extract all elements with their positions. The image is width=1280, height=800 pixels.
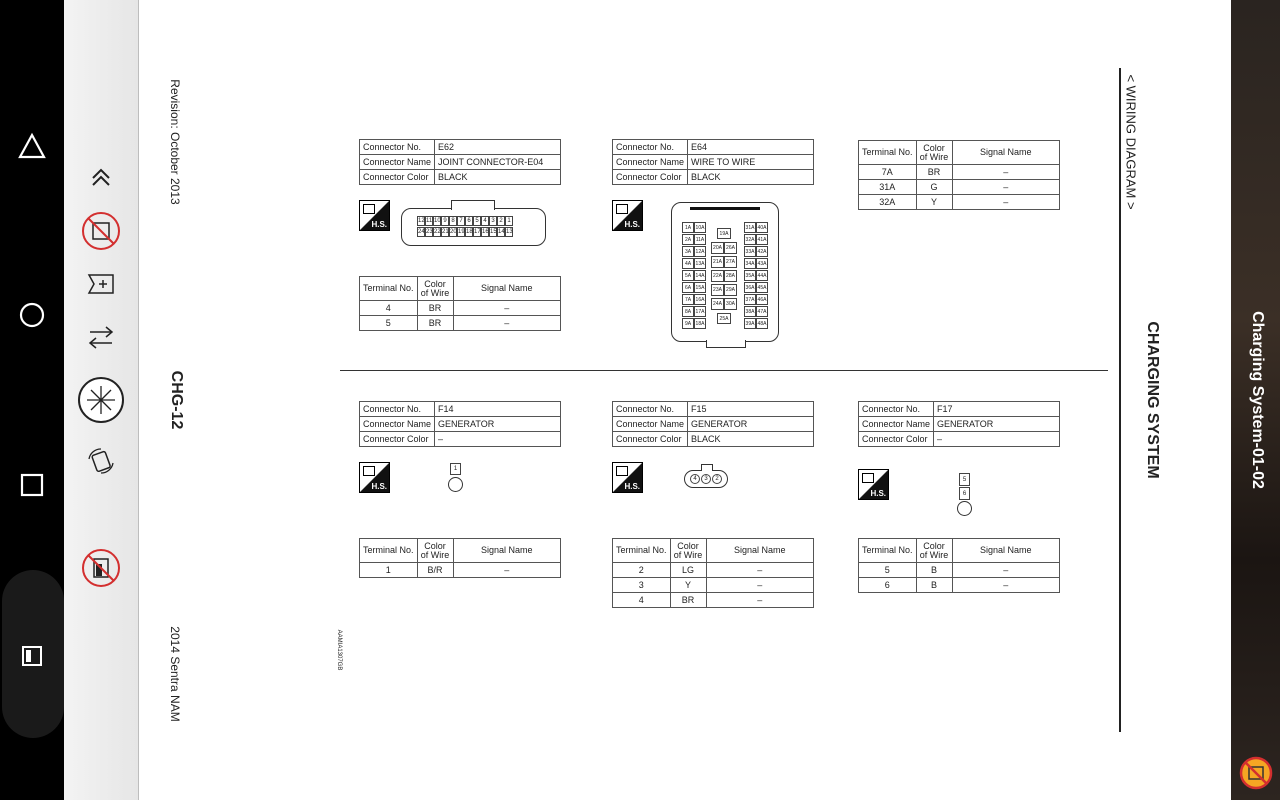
e64-pin: 6A — [682, 282, 694, 293]
signal-name-header: Signal Name — [706, 539, 813, 563]
terminal-header-row — [360, 277, 561, 301]
terminal-cell: BR — [417, 316, 453, 331]
signal-name-header: Signal Name — [453, 277, 560, 301]
terminal-row — [613, 563, 814, 578]
info-row — [613, 155, 814, 170]
recent-apps-square-icon[interactable] — [16, 469, 48, 501]
info-row — [360, 432, 561, 447]
e64-pin: 44A — [756, 270, 768, 281]
e64-pin: 48A — [756, 318, 768, 329]
e64-pin: 35A — [744, 270, 756, 281]
connector-face-icon — [363, 204, 375, 214]
terminal-cell: – — [453, 563, 560, 578]
e62-pin: 20 — [450, 229, 457, 235]
signal-name-header: Signal Name — [952, 539, 1059, 563]
e64-pin: 19A — [717, 228, 731, 239]
terminal-cell: BR — [670, 593, 706, 608]
info-value: E64 — [688, 140, 814, 155]
info-label: Connector No. — [859, 402, 934, 417]
e62-pin: 6 — [465, 216, 473, 226]
e62-pin: 9 — [441, 216, 449, 226]
tool-sidebar — [64, 0, 139, 800]
terminal-cell: G — [916, 180, 952, 195]
terminal-row — [360, 563, 561, 578]
hs-label: H.S. — [624, 482, 640, 491]
model-text: 2014 Sentra NAM — [168, 626, 182, 722]
info-value: E62 — [435, 140, 561, 155]
info-row — [360, 402, 561, 417]
terminal-cell: B/R — [417, 563, 453, 578]
e64-pin: 30A — [724, 298, 737, 310]
e62-pin: 19 — [458, 229, 465, 235]
terminal-header-row — [613, 539, 814, 563]
terminal-cell: 5 — [360, 316, 418, 331]
e62-pin: 17 — [474, 229, 481, 235]
info-row — [613, 432, 814, 447]
info-value: F15 — [688, 402, 814, 417]
info-label: Connector Name — [859, 417, 934, 432]
section-header: < WIRING DIAGRAM > — [1123, 74, 1139, 210]
e64-pin: 34A — [744, 258, 756, 269]
terminal-cell: 7A — [859, 165, 917, 180]
terminal-cell: – — [453, 301, 560, 316]
connector-info-table — [359, 401, 561, 447]
terminal-cell: – — [952, 165, 1059, 180]
terminal-cell: Y — [916, 195, 952, 210]
info-value: BLACK — [688, 432, 814, 447]
terminal-cell: – — [952, 180, 1059, 195]
e62-pin: 10 — [434, 218, 441, 224]
info-row — [613, 402, 814, 417]
e64-pin: 14A — [694, 270, 706, 281]
e64-pin: 47A — [756, 306, 768, 317]
e64-pin: 25A — [717, 313, 731, 324]
e62-pin: 24 — [418, 229, 425, 235]
image-code: AAMIA1307GB — [336, 629, 342, 671]
clip-disabled-icon — [81, 548, 121, 588]
e64-pin: 26A — [724, 242, 737, 254]
terminal-row — [859, 180, 1060, 195]
terminal-row — [859, 165, 1060, 180]
disabled-fit-page-button[interactable] — [81, 211, 121, 251]
e62-latch — [451, 200, 495, 210]
info-row — [360, 155, 561, 170]
e64-pin: 9A — [682, 318, 694, 329]
e62-pin: 16 — [482, 229, 489, 235]
terminal-row — [859, 578, 1060, 593]
e64-pin: 36A — [744, 282, 756, 293]
connector-info-table — [612, 139, 814, 185]
e64-pin: 42A — [756, 246, 768, 257]
e64-pin: 16A — [694, 294, 706, 305]
info-label: Connector Name — [360, 417, 435, 432]
e64-pin: 13A — [694, 258, 706, 269]
f14-pin: 1 — [450, 463, 461, 475]
terminal-table — [359, 276, 561, 331]
e62-pin: 5 — [473, 216, 481, 226]
info-label: Connector Color — [360, 170, 435, 185]
e64-pin: 20A — [711, 242, 724, 254]
hs-badge — [612, 462, 643, 493]
connector-info-table — [612, 401, 814, 447]
document-title: Charging System-01-02 — [1249, 311, 1266, 489]
wire-color-header: Color of Wire — [916, 141, 952, 165]
terminal-cell: 6 — [859, 578, 917, 593]
f17-pin: 5 — [959, 473, 970, 486]
wire-color-header: Color of Wire — [916, 539, 952, 563]
terminal-header-row — [859, 141, 1060, 165]
fullscreen-button[interactable] — [77, 376, 125, 424]
signal-name-header: Signal Name — [453, 539, 560, 563]
terminal-row — [360, 301, 561, 316]
connector-info-table — [359, 139, 561, 185]
e62-pin: 3 — [489, 216, 497, 226]
hs-badge — [359, 462, 390, 493]
e62-pin: 12 — [418, 218, 425, 224]
info-value: GENERATOR — [934, 417, 1060, 432]
e64-top-bar — [690, 207, 760, 210]
page-code: CHG-12 — [168, 370, 185, 430]
info-value: GENERATOR — [688, 417, 814, 432]
terminal-row — [360, 316, 561, 331]
info-label: Connector Color — [613, 170, 688, 185]
info-label: Connector No. — [613, 402, 688, 417]
f15-pin: 2 — [712, 474, 722, 484]
e64-pin: 2A — [682, 234, 694, 245]
terminal-table — [858, 538, 1060, 593]
e64-pin: 15A — [694, 282, 706, 293]
terminal-cell: LG — [670, 563, 706, 578]
terminal-cell: 31A — [859, 180, 917, 195]
info-row — [613, 170, 814, 185]
e62-pin: 7 — [457, 216, 465, 226]
e64-pin: 38A — [744, 306, 756, 317]
e64-pin: 32A — [744, 234, 756, 245]
f15-latch — [701, 464, 713, 471]
info-row — [613, 417, 814, 432]
system-title: CHARGING SYSTEM — [1144, 321, 1161, 479]
e62-pin: 15 — [490, 229, 497, 235]
e64-pin: 18A — [694, 318, 706, 329]
info-label: Connector No. — [613, 140, 688, 155]
info-row — [859, 417, 1060, 432]
disabled-clip-button[interactable] — [81, 548, 121, 588]
e62-pin: 13 — [506, 229, 513, 235]
terminal-cell: 4 — [360, 301, 418, 316]
e62-pin: 22 — [434, 229, 441, 235]
connector-face-icon — [616, 466, 628, 476]
e64-pin: 40A — [756, 222, 768, 233]
terminal-cell: B — [916, 563, 952, 578]
connector-info-table — [858, 401, 1060, 447]
e64-pin: 43A — [756, 258, 768, 269]
e64-pin: 24A — [711, 298, 724, 310]
wire-color-header: Color of Wire — [417, 539, 453, 563]
swap-arrows-icon — [86, 322, 116, 352]
terminal-row — [613, 593, 814, 608]
info-value: F17 — [934, 402, 1060, 417]
info-value: F14 — [435, 402, 561, 417]
revision-text: Revision: October 2013 — [168, 79, 182, 205]
e64-pin: 11A — [694, 234, 706, 245]
terminal-cell: – — [952, 563, 1059, 578]
e62-pin: 23 — [426, 229, 433, 235]
terminal-cell: Y — [670, 578, 706, 593]
e64-pin: 8A — [682, 306, 694, 317]
info-row — [859, 432, 1060, 447]
e62-pin: 14 — [498, 229, 505, 235]
info-row — [360, 417, 561, 432]
e62-pin-row — [417, 227, 513, 237]
e64-pin: 45A — [756, 282, 768, 293]
back-triangle-icon[interactable] — [16, 130, 48, 162]
hs-label: H.S. — [371, 482, 387, 491]
terminal-header-row — [360, 539, 561, 563]
terminal-cell: BR — [916, 165, 952, 180]
terminal-cell: 1 — [360, 563, 418, 578]
e64-pin: 33A — [744, 246, 756, 257]
add-bookmark-icon — [86, 271, 116, 297]
hs-label: H.S. — [624, 220, 640, 229]
hs-label: H.S. — [870, 489, 886, 498]
e62-pin: 21 — [442, 229, 449, 235]
sidebar-toggle-icon[interactable] — [16, 640, 48, 672]
double-chevron-up-icon — [88, 164, 114, 190]
terminal-cell: 2 — [613, 563, 671, 578]
e62-pin: 1 — [505, 216, 513, 226]
terminal-row — [859, 195, 1060, 210]
info-row — [859, 402, 1060, 417]
add-bookmark-button[interactable] — [81, 264, 121, 304]
terminal-cell: – — [952, 578, 1059, 593]
terminal-table — [858, 140, 1060, 210]
terminal-header-row — [859, 539, 1060, 563]
hs-badge — [612, 200, 643, 231]
hs-label: H.S. — [371, 220, 387, 229]
info-value: BLACK — [688, 170, 814, 185]
e64-pin: 1A — [682, 222, 694, 233]
f14-terminal-ring — [448, 477, 463, 492]
f17-terminal-ring — [957, 501, 972, 516]
info-label: Connector No. — [360, 402, 435, 417]
info-label: Connector Name — [360, 155, 435, 170]
collapse-up-button[interactable] — [81, 157, 121, 197]
e64-bottom-latch — [706, 340, 746, 348]
info-label: Connector Name — [613, 417, 688, 432]
info-row — [613, 140, 814, 155]
terminal-cell: 5 — [859, 563, 917, 578]
e64-pin: 10A — [694, 222, 706, 233]
terminal-no-header: Terminal No. — [859, 539, 917, 563]
no-screenshot-icon[interactable] — [1239, 756, 1273, 790]
fit-page-disabled-icon — [81, 211, 121, 251]
e64-pin: 12A — [694, 246, 706, 257]
e62-pin: 18 — [466, 229, 473, 235]
terminal-cell: BR — [417, 301, 453, 316]
hs-badge — [359, 200, 390, 231]
info-value: – — [435, 432, 561, 447]
terminal-cell: – — [706, 578, 813, 593]
info-label: Connector Color — [859, 432, 934, 447]
rotate-device-icon — [85, 445, 117, 477]
e64-pin: 39A — [744, 318, 756, 329]
e64-pin: 17A — [694, 306, 706, 317]
e64-pin: 28A — [724, 270, 737, 282]
wire-color-header: Color of Wire — [670, 539, 706, 563]
rotate-button[interactable] — [81, 441, 121, 481]
e62-pin: 4 — [481, 216, 489, 226]
terminal-cell: – — [952, 195, 1059, 210]
f17-pin: 6 — [959, 487, 970, 500]
info-value: WIRE TO WIRE — [688, 155, 814, 170]
connector-face-icon — [616, 204, 628, 214]
terminal-cell: – — [706, 593, 813, 608]
e64-pin: 37A — [744, 294, 756, 305]
signal-name-header: Signal Name — [952, 141, 1059, 165]
e64-pin: 21A — [711, 256, 724, 268]
terminal-cell: – — [453, 316, 560, 331]
f15-pin: 3 — [701, 474, 711, 484]
home-circle-icon[interactable] — [16, 299, 48, 331]
terminal-table — [612, 538, 814, 608]
e64-pin: 3A — [682, 246, 694, 257]
android-nav-bar — [0, 0, 64, 800]
terminal-cell: – — [706, 563, 813, 578]
terminal-no-header: Terminal No. — [360, 277, 418, 301]
document-title-strip — [1231, 0, 1280, 800]
document-page — [139, 0, 1231, 800]
e64-pin: 46A — [756, 294, 768, 305]
e64-pin: 29A — [724, 284, 737, 296]
f15-pin: 4 — [690, 474, 700, 484]
expand-arrows-icon — [77, 376, 125, 424]
info-label: Connector Name — [613, 155, 688, 170]
e62-pin-row — [417, 216, 513, 226]
terminal-cell: B — [916, 578, 952, 593]
wire-color-header: Color of Wire — [417, 277, 453, 301]
info-row — [360, 170, 561, 185]
connector-face-icon — [862, 473, 874, 483]
e64-pin: 23A — [711, 284, 724, 296]
info-value: JOINT CONNECTOR-E04 — [435, 155, 561, 170]
terminal-table — [359, 538, 561, 578]
e64-pin: 4A — [682, 258, 694, 269]
e62-pin: 8 — [449, 216, 457, 226]
hs-badge — [858, 469, 889, 500]
terminal-row — [859, 563, 1060, 578]
info-value: – — [934, 432, 1060, 447]
e64-pin: 41A — [756, 234, 768, 245]
e64-pin: 27A — [724, 256, 737, 268]
section-divider — [340, 370, 1108, 371]
info-label: Connector Color — [360, 432, 435, 447]
info-value: GENERATOR — [435, 417, 561, 432]
connector-face-icon — [363, 466, 375, 476]
e64-pin: 31A — [744, 222, 756, 233]
terminal-row — [613, 578, 814, 593]
terminal-cell: 3 — [613, 578, 671, 593]
terminal-no-header: Terminal No. — [859, 141, 917, 165]
nav-extra-pill — [2, 570, 64, 738]
info-label: Connector No. — [360, 140, 435, 155]
info-label: Connector Color — [613, 432, 688, 447]
e64-pin: 7A — [682, 294, 694, 305]
terminal-cell: 4 — [613, 593, 671, 608]
info-row — [360, 140, 561, 155]
terminal-cell: 32A — [859, 195, 917, 210]
header-rule — [1119, 68, 1121, 732]
terminal-no-header: Terminal No. — [613, 539, 671, 563]
terminal-no-header: Terminal No. — [360, 539, 418, 563]
swap-pages-button[interactable] — [81, 317, 121, 357]
e62-pin: 2 — [497, 216, 505, 226]
e64-pin: 5A — [682, 270, 694, 281]
e62-pin: 11 — [426, 218, 433, 224]
e64-pin: 22A — [711, 270, 724, 282]
info-value: BLACK — [435, 170, 561, 185]
